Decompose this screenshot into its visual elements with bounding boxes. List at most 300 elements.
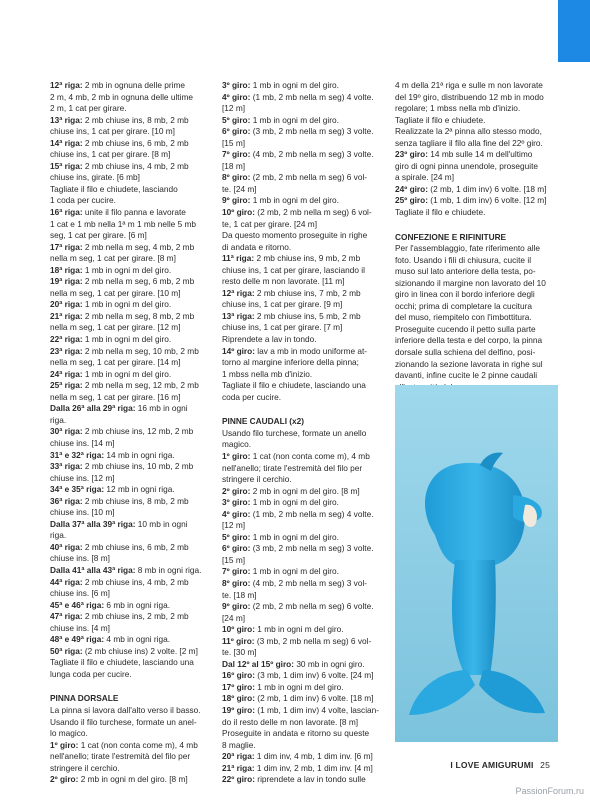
round-label: 22ª riga:: [50, 334, 83, 345]
line-text: Proseguite in andata e ritorno su queste: [222, 728, 370, 739]
line-text: 1 mb in ogni m del giro.: [82, 368, 172, 379]
round-label: 45ª e 46ª riga:: [50, 599, 105, 610]
round-label: 9º giro:: [222, 195, 251, 206]
line-text: 2 mb chiuse ins, 4 mb, 2 mb: [82, 576, 189, 587]
pattern-line: [395, 347, 558, 359]
pattern-line: [395, 278, 558, 290]
line-text: riprendete a lav in tondo sulle: [255, 774, 366, 785]
line-text: (3 mb, 2 mb nella m seg) 6 vol-: [254, 635, 372, 646]
pattern-line: [222, 463, 384, 475]
pattern-line: [222, 624, 384, 636]
pattern-line: [50, 611, 210, 623]
pattern-line: [50, 553, 210, 565]
line-text: 1 mb in ogni m del giro.: [255, 624, 344, 635]
line-text: Da questo momento proseguite in righe: [222, 230, 368, 241]
column-2: [222, 80, 384, 786]
pattern-line: [222, 647, 384, 659]
pattern-line: [222, 509, 384, 521]
pattern-line: [222, 451, 384, 463]
round-label: 20ª riga:: [50, 299, 83, 310]
round-label: 8º giro:: [222, 577, 251, 588]
line-text: 1 mb in ogni m del giro.: [250, 566, 339, 577]
pattern-line: [222, 242, 384, 254]
pattern-line: [50, 634, 210, 646]
pattern-line: [395, 312, 558, 324]
round-label: 24º giro:: [395, 183, 428, 194]
line-text: Proseguite cucendo il petto sulla parte: [395, 323, 536, 334]
pattern-line: [50, 438, 210, 450]
pattern-line: [50, 473, 210, 485]
pattern-line: [50, 728, 210, 740]
pattern-line: [395, 80, 558, 92]
round-label: 18º giro:: [222, 693, 255, 704]
line-text: lunga coda per cucire.: [50, 668, 132, 679]
line-text: 2 mb nella m seg, 8 mb, 2 mb: [82, 310, 195, 321]
round-label: 14ª riga:: [50, 137, 83, 148]
line-text: Usando il filo turchese, formate un anel-: [50, 716, 197, 727]
line-text: del muso, riempitelo con l'imbottitura.: [395, 312, 532, 323]
round-label: 18ª riga:: [50, 264, 83, 275]
line-text: 2 m, 4 mb, 2 mb in ognuna delle ultime: [50, 91, 193, 102]
round-label: 8º giro:: [222, 172, 251, 183]
line-text: 4 m della 21ª riga e sulle m non lavorate: [395, 80, 543, 90]
line-text: 8 mb in ogni riga.: [135, 564, 202, 575]
line-text: te. [30 m]: [222, 647, 257, 658]
round-label: 40ª riga:: [50, 541, 83, 552]
page-number: 25: [540, 760, 550, 770]
round-label: 50ª riga:: [50, 645, 83, 656]
pattern-line: [395, 195, 558, 207]
pattern-line: [222, 149, 384, 161]
line-text: (2 mb, 2 mb nella m seg) 6 volte.: [250, 601, 374, 612]
line-text: lav a mb in modo uniforme at-: [255, 345, 368, 356]
pattern-line: [50, 219, 210, 231]
pattern-line: [50, 763, 210, 775]
round-label: 25º giro:: [395, 195, 428, 206]
line-text: stringere il cerchio.: [50, 762, 120, 773]
line-text: torno al margine inferiore della pinna;: [222, 357, 359, 368]
line-text: (3 mb, 1 dim inv) 6 volte. [24 m]: [255, 670, 374, 681]
pattern-line: [50, 311, 210, 323]
line-text: Tagliate il filo e chiudete, lasciando una: [222, 380, 366, 391]
line-text: 2 mb chiuse ins, 5 mb, 2 mb: [254, 310, 361, 321]
line-text: 1 cat (non conta come m), 4 mb: [250, 450, 370, 461]
round-label: 22º giro:: [222, 774, 255, 785]
round-label: 33ª riga:: [50, 461, 83, 472]
pattern-line: [50, 276, 210, 288]
round-label: 5º giro:: [222, 114, 251, 125]
line-text: sizionando il margine non lavorato del 10: [395, 277, 546, 288]
pattern-line: [222, 520, 384, 532]
line-text: 4 mb in ogni riga.: [104, 634, 171, 645]
pattern-line: [222, 207, 384, 219]
pattern-line: [222, 103, 384, 115]
line-text: 1 dim inv, 2 mb, 1 dim inv. [4 m]: [254, 762, 373, 773]
pattern-line: [395, 243, 558, 255]
pattern-line: [395, 255, 558, 267]
pattern-line: [50, 138, 210, 150]
line-text: stringere il cerchio.: [222, 474, 292, 485]
pattern-line: [50, 172, 210, 184]
line-text: 2 mb nella m seg, 6 mb, 2 mb: [82, 276, 195, 287]
line-text: 1 cat e 1 mb nella 1ª m 1 mb nelle 5 mb: [50, 218, 197, 229]
line-text: (1 mb, 2 mb nella m seg) 4 volte.: [250, 91, 374, 102]
round-label: 13ª riga:: [222, 310, 255, 321]
pattern-line: [50, 265, 210, 277]
round-label: 5º giro:: [222, 531, 251, 542]
pattern-line: [50, 717, 210, 729]
pattern-line: [222, 230, 384, 242]
pattern-line: [50, 751, 210, 763]
section-heading: PINNE CAUDALI (x2): [222, 416, 305, 427]
pattern-line: [50, 705, 210, 717]
pattern-line: [222, 115, 384, 127]
round-label: 47ª riga:: [50, 611, 83, 622]
pattern-line: [222, 590, 384, 602]
line-text: 1 mbss nella mb d'inizio.: [222, 368, 313, 379]
pattern-line: [222, 705, 384, 717]
line-text: 30 mb in ogni giro.: [294, 658, 365, 669]
round-label: 21ª riga:: [222, 762, 255, 773]
pattern-line: [222, 161, 384, 173]
line-text: 10 mb in ogni: [135, 518, 188, 529]
round-label: 1º giro:: [222, 450, 251, 461]
pattern-line: [222, 728, 384, 740]
pattern-line: [50, 461, 210, 473]
pattern-line: [222, 311, 384, 323]
pattern-line: [222, 346, 384, 358]
pattern-line: [222, 555, 384, 567]
pattern-line: [222, 543, 384, 555]
line-text: chiuse ins, 1 cat per girare. [8 m]: [50, 149, 171, 160]
line-text: Riprendete a lav in tondo.: [222, 334, 317, 345]
watermark: PassionForum.ru: [515, 786, 584, 796]
line-text: nella m seg, 1 cat per girare. [14 m]: [50, 357, 181, 368]
line-text: lo magico.: [50, 728, 88, 739]
pattern-line: [50, 115, 210, 127]
round-label: 12ª riga:: [50, 80, 83, 90]
round-label: Dalla 41ª alla 43ª riga:: [50, 564, 136, 575]
line-text: 1 mb in ogni m del giro.: [250, 195, 339, 206]
line-text: 2 mb chiuse ins, 12 mb, 2 mb: [82, 426, 194, 437]
pattern-line: [50, 184, 210, 196]
line-text: 1 mb in ogni m del giro.: [250, 114, 339, 125]
pattern-line: [222, 613, 384, 625]
pattern-line: [50, 403, 210, 415]
pattern-line: [50, 415, 210, 427]
line-text: 2 mb chiuse ins, 6 mb, 2 mb: [82, 137, 189, 148]
line-text: (2 mb, 2 mb nella m seg) 6 vol-: [255, 207, 372, 218]
round-label: 4º giro:: [222, 91, 251, 102]
pattern-line: [395, 289, 558, 301]
magazine-name: I LOVE AMIGURUMI: [450, 760, 534, 770]
pattern-line: [50, 740, 210, 752]
line-text: chiuse ins. [6 m]: [50, 588, 110, 599]
line-text: chiuse ins. [10 m]: [50, 507, 115, 518]
pattern-line: [222, 717, 384, 729]
pattern-line: [222, 334, 384, 346]
round-label: 13ª riga:: [50, 114, 83, 125]
line-text: resto delle m non lavorate. [11 m]: [222, 276, 345, 287]
line-text: 1 coda per cucire.: [50, 195, 116, 206]
pattern-line: [222, 276, 384, 288]
column-1: [50, 80, 210, 786]
round-label: 2º giro:: [222, 485, 251, 496]
pattern-line: [50, 519, 210, 531]
line-text: (2 mb, 1 dim inv) 6 volte. [18 m]: [255, 693, 374, 704]
pattern-line: [395, 138, 558, 150]
line-text: 2 mb in ognuna delle prime: [82, 80, 185, 90]
pattern-line: [222, 670, 384, 682]
line-text: 2 mb chiuse ins, 10 mb, 2 mb: [82, 461, 194, 472]
pattern-line: [222, 195, 384, 207]
line-text: di andata e ritorno.: [222, 241, 292, 252]
round-label: 6º giro:: [222, 126, 251, 137]
line-text: (4 mb, 2 mb nella m seg) 3 volte.: [250, 149, 374, 160]
line-text: chiuse ins, 1 cat per girare. [9 m]: [222, 299, 343, 310]
pattern-line: [222, 219, 384, 231]
line-text: 1 mb in ogni m del giro.: [82, 264, 172, 275]
pattern-line: [50, 577, 210, 589]
line-text: nella m seg, 1 cat per girare. [8 m]: [50, 253, 176, 264]
line-text: nella m seg, 1 cat per girare. [16 m]: [50, 391, 181, 402]
pattern-line: [222, 636, 384, 648]
line-text: do il resto delle m non lavorate. [8 m]: [222, 716, 359, 727]
pattern-line: [222, 172, 384, 184]
pattern-line: [222, 253, 384, 265]
corner-color-tab: [558, 0, 590, 62]
line-text: 12 mb in ogni riga.: [104, 484, 175, 495]
pattern-line: [222, 138, 384, 150]
pattern-line: [395, 126, 558, 138]
pattern-line: [50, 369, 210, 381]
line-text: davanti, infine cucite le 2 pinne caudali: [395, 370, 538, 381]
pattern-line: [222, 392, 384, 404]
pattern-line: [50, 357, 210, 369]
pattern-line: [50, 242, 210, 254]
line-text: [18 m]: [222, 160, 246, 171]
line-text: giro di ogni pinna unendole, proseguite: [395, 160, 538, 171]
pattern-line: [395, 324, 558, 336]
pattern-line: [222, 763, 384, 775]
pattern-line: [395, 301, 558, 313]
line-text: 16 mb in ogni: [135, 403, 188, 414]
section-heading: CONFEZIONE E RIFINITURE: [395, 231, 507, 242]
pattern-line: [50, 334, 210, 346]
line-text: senza tagliare il filo alla fine del 22º giro.: [395, 137, 543, 148]
pattern-line: [50, 380, 210, 392]
pattern-line: [50, 623, 210, 635]
line-text: Usando filo turchese, formate un anello: [222, 427, 367, 438]
line-text: 2 mb chiuse ins, 8 mb, 2 mb: [82, 114, 189, 125]
round-label: 4º giro:: [222, 508, 251, 519]
pattern-line: [222, 288, 384, 300]
round-label: 17ª riga:: [50, 241, 83, 252]
round-label: 17º giro:: [222, 681, 255, 692]
line-text: chiuse ins. [4 m]: [50, 622, 110, 633]
pattern-line: [50, 346, 210, 358]
pattern-line: [222, 497, 384, 509]
pattern-line: [50, 161, 210, 173]
line-text: 14 mb in ogni riga.: [104, 449, 175, 460]
pattern-line: [50, 507, 210, 519]
pattern-line: [50, 600, 210, 612]
pattern-line: [50, 207, 210, 219]
line-text: nell'anello; tirate l'estremità del filo per: [50, 751, 191, 762]
pattern-line: [395, 266, 558, 278]
pattern-line: [395, 172, 558, 184]
pattern-line: [222, 740, 384, 752]
round-label: 44ª riga:: [50, 576, 83, 587]
round-label: 23ª riga:: [50, 345, 83, 356]
pattern-line: [50, 230, 210, 242]
line-text: chiuse ins. [14 m]: [50, 437, 115, 448]
pattern-line: [395, 103, 558, 115]
line-text: 1 cat (non conta come m), 4 mb: [78, 739, 198, 750]
round-label: 11º giro:: [222, 635, 255, 646]
pattern-line: [50, 450, 210, 462]
pattern-line: [222, 439, 384, 451]
pattern-line: [222, 566, 384, 578]
pattern-line: [222, 92, 384, 104]
page-footer: [450, 760, 550, 770]
pattern-line: [222, 357, 384, 369]
line-text: Tagliate il filo e chiudete, lasciando una: [50, 657, 194, 668]
pattern-line: [222, 578, 384, 590]
line-text: 14 mb sulle 14 m dell'ultimo: [428, 149, 533, 160]
line-text: La pinna si lavora dall'alto verso il basso.: [50, 704, 201, 715]
line-text: 8 maglie.: [222, 739, 256, 750]
round-label: Dal 12º al 15º giro:: [222, 658, 295, 669]
line-text: (4 mb, 2 mb nella m seg) 3 vol-: [250, 577, 368, 588]
pattern-line: [222, 299, 384, 311]
round-label: 19º giro:: [222, 704, 255, 715]
round-label: 6º giro:: [222, 543, 251, 554]
line-text: Per l'assemblaggio, fate riferimento alle: [395, 243, 541, 254]
round-label: 9º giro:: [222, 601, 251, 612]
line-text: 2 mb chiuse ins, 4 mb, 2 mb: [82, 160, 189, 171]
pattern-line: [395, 149, 558, 161]
round-label: 31ª e 32ª riga:: [50, 449, 105, 460]
pattern-line: [50, 774, 210, 786]
dolphin-photo: [395, 385, 558, 742]
line-text: dorsale sulla schiena del delfino, posi-: [395, 347, 536, 358]
pattern-line: [50, 542, 210, 554]
line-text: 2 mb chiuse ins, 2 mb, 2 mb: [82, 611, 189, 622]
line-text: (1 mb, 1 dim inv) 6 volte. [12 m]: [428, 195, 547, 206]
line-text: 1 mb in ogni m del giro.: [255, 681, 344, 692]
line-text: muso sul lato anteriore della testa, po-: [395, 266, 536, 277]
line-text: 2 mb nella m seg, 4 mb, 2 mb: [82, 241, 195, 252]
line-text: chiuse ins. [12 m]: [50, 472, 115, 483]
pattern-line: [222, 659, 384, 671]
round-label: 12ª riga:: [222, 287, 255, 298]
round-label: 21ª riga:: [50, 310, 83, 321]
line-text: del 19º giro, distribuendo 12 mb in modo: [395, 91, 544, 102]
line-text: unite il filo panna e lavorate: [82, 207, 186, 218]
line-text: te. [18 m]: [222, 589, 257, 600]
round-label: 23º giro:: [395, 149, 428, 160]
pattern-line: [50, 322, 210, 334]
line-text: 1 mb in ogni m del giro.: [250, 531, 339, 542]
section-gap: [50, 680, 210, 686]
round-label: 20ª riga:: [222, 751, 255, 762]
line-text: [12 m]: [222, 520, 246, 531]
line-text: 1 dim inv, 4 mb, 1 dim inv. [6 m]: [254, 751, 373, 762]
line-text: (2 mb, 2 mb nella m seg) 6 vol-: [250, 172, 368, 183]
round-label: 10º giro:: [222, 624, 255, 635]
pattern-line: [222, 682, 384, 694]
round-label: 30ª riga:: [50, 426, 83, 437]
line-text: te, 1 cat per girare. [24 m]: [222, 218, 317, 229]
round-label: Dalla 26ª alla 29ª riga:: [50, 403, 136, 414]
line-text: riga.: [50, 530, 67, 541]
pattern-line: [222, 369, 384, 381]
pattern-line: [50, 565, 210, 577]
line-text: 2 mb chiuse ins, 7 mb, 2 mb: [254, 287, 361, 298]
pattern-line: [222, 486, 384, 498]
line-text: [24 m]: [222, 612, 246, 623]
pattern-line: [50, 530, 210, 542]
pattern-line: [395, 115, 558, 127]
line-text: (3 mb, 2 mb nella m seg) 3 volte.: [250, 126, 374, 137]
line-text: [12 m]: [222, 103, 246, 114]
pattern-line: [222, 428, 384, 440]
pattern-line: [395, 335, 558, 347]
pattern-line: [222, 126, 384, 138]
line-text: 6 mb in ogni riga.: [104, 599, 171, 610]
line-text: regolare; 1 mbss nella mb d'inizio.: [395, 103, 521, 114]
line-text: 2 m, 1 cat per girare.: [50, 103, 127, 114]
line-text: 1 mb in ogni m del giro.: [250, 80, 339, 90]
pattern-line: [50, 657, 210, 669]
round-label: 7º giro:: [222, 566, 251, 577]
column-3: [395, 80, 558, 405]
pattern-line: [50, 588, 210, 600]
pattern-line: [50, 195, 210, 207]
round-label: 15ª riga:: [50, 160, 83, 171]
line-text: inferiore della testa e del corpo, la pinna: [395, 335, 543, 346]
line-text: nella m seg, 1 cat per girare. [12 m]: [50, 322, 181, 333]
line-text: chiuse ins, 1 cat per girare, lasciando il: [222, 264, 365, 275]
pattern-line: [50, 426, 210, 438]
line-text: [15 m]: [222, 137, 246, 148]
pattern-line: [50, 288, 210, 300]
line-text: riga.: [50, 414, 67, 425]
line-text: 1 mb in ogni m del giro.: [82, 334, 172, 345]
line-text: 2 mb nella m seg, 10 mb, 2 mb: [82, 345, 199, 356]
line-text: Tagliate il filo e chiudete.: [395, 114, 486, 125]
pattern-line: [222, 774, 384, 786]
line-text: Tagliate il filo e chiudete, lasciando: [50, 183, 178, 194]
line-text: chiuse ins, 1 cat per girare. [10 m]: [50, 126, 175, 137]
pattern-line: [222, 322, 384, 334]
line-text: 2 mb in ogni m del giro. [8 m]: [78, 774, 188, 785]
line-text: 2 mb chiuse ins, 9 mb, 2 mb: [254, 253, 361, 264]
line-text: chiuse ins, 1 cat per girare. [7 m]: [222, 322, 343, 333]
pattern-line: [395, 359, 558, 371]
round-label: 16ª riga:: [50, 207, 83, 218]
round-label: 14º giro:: [222, 345, 255, 356]
line-text: Realizzate la 2ª pinna allo stesso modo,: [395, 126, 542, 137]
pattern-line: [222, 601, 384, 613]
round-label: 10º giro:: [222, 207, 255, 218]
round-label: 24ª riga:: [50, 368, 83, 379]
pattern-line: [50, 496, 210, 508]
round-label: 16º giro:: [222, 670, 255, 681]
pattern-line: [395, 184, 558, 196]
line-text: giro in linea con il bordo inferiore degli: [395, 289, 535, 300]
